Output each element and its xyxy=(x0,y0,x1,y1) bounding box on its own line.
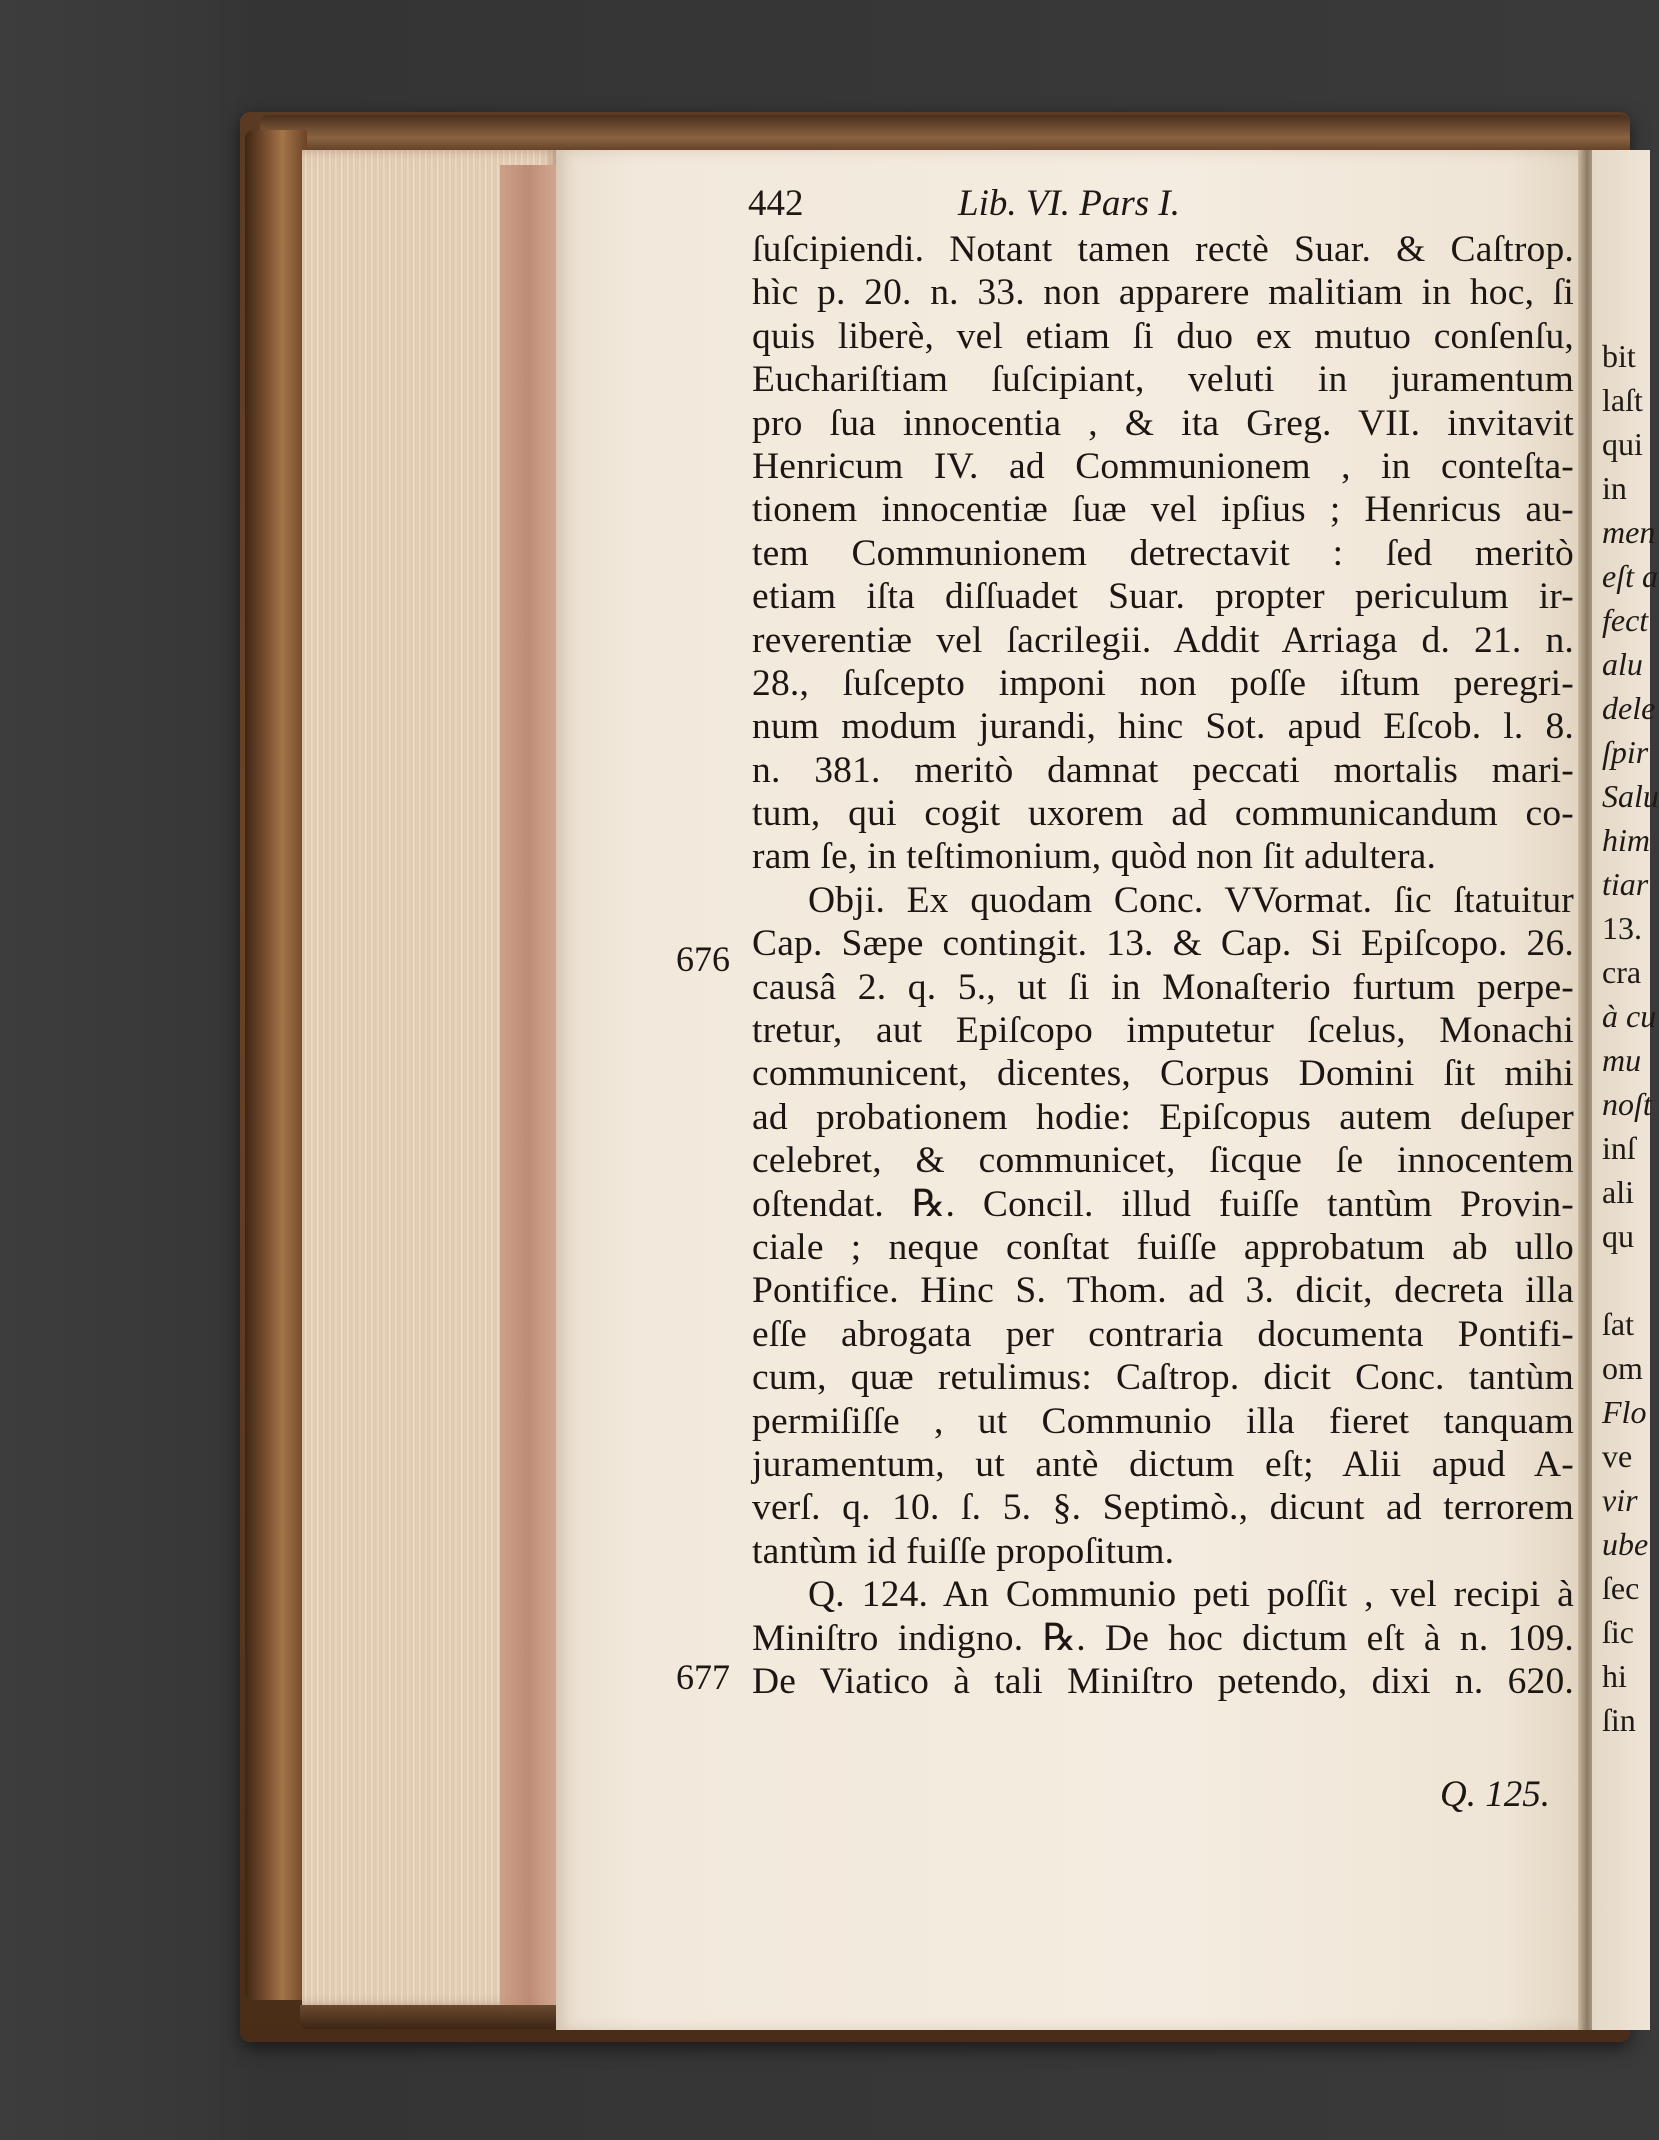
facing-fragment: men xyxy=(1602,514,1656,550)
text-line: 28., ſuſcepto imponi non poſſe iſtum peregri- xyxy=(752,662,1574,704)
text-line: communicent, dicentes, Corpus Domini ſit mihi xyxy=(752,1053,1574,1095)
text-line: ſuſcipiendi. Notant tamen rectè Suar. & Caſtrop. xyxy=(752,229,1574,270)
facing-fragment: him xyxy=(1602,822,1650,858)
facing-fragment: bit xyxy=(1602,338,1636,374)
text-line: hìc p. 20. n. 33. non apparere malitiam in hoc, ſi xyxy=(752,272,1574,314)
catchword: Q. 125. xyxy=(1440,1774,1550,1815)
text-line: tionem innocentiæ ſuæ vel ipſius ; Henricus au- xyxy=(752,489,1574,531)
facing-fragment: qu xyxy=(1602,1218,1634,1254)
text-line: Euchariſtiam ſuſcipiant, veluti in juramentum xyxy=(752,359,1574,401)
red-page-edge xyxy=(500,165,558,2005)
margin-number-676: 676 xyxy=(676,939,730,979)
text-line: eſſe abrogata per contraria documenta Pontifi- xyxy=(752,1313,1574,1355)
facing-fragment: 13. xyxy=(1602,910,1642,946)
page-number: 442 xyxy=(748,183,804,224)
facing-fragment: inſ xyxy=(1602,1130,1636,1166)
text-line: Miniſtro indigno. ℞. De hoc dictum eſt à n. 109. xyxy=(752,1617,1574,1659)
running-head: Lib. VI. Pars I. xyxy=(958,183,1180,224)
text-line: causâ 2. q. 5., ut ſi in Monaſterio furtum perpe- xyxy=(752,966,1574,1008)
text-line: num modum jurandi, hinc Sot. apud Eſcob. l. 8. xyxy=(752,706,1574,748)
text-line: tum, qui cogit uxorem ad communicandum co- xyxy=(752,793,1574,835)
text-line: Obji. Ex quodam Conc. VVormat. ſic ſtatuitur xyxy=(808,879,1574,921)
text-line: juramentum, ut antè dictum eſt; Alii apud A- xyxy=(752,1443,1574,1485)
margin-number-677: 677 xyxy=(676,1657,730,1697)
text-line: reverentiæ vel ſacrilegii. Addit Arriaga d. 21. n. xyxy=(752,619,1574,661)
facing-fragment: in xyxy=(1602,470,1627,506)
facing-fragment: om xyxy=(1602,1350,1643,1386)
facing-fragment: mu xyxy=(1602,1042,1642,1078)
text-line: etiam iſta diſſuadet Suar. propter periculum ir- xyxy=(752,576,1574,618)
facing-fragment: ſec xyxy=(1602,1570,1640,1606)
page-header xyxy=(748,182,1308,228)
facing-fragment: qui xyxy=(1602,426,1643,462)
text-line: Q. 124. An Communio peti poſſit , vel recipi à xyxy=(808,1574,1574,1616)
facing-fragment: ſat xyxy=(1602,1306,1634,1342)
facing-fragment: ſin xyxy=(1602,1702,1636,1738)
text-line: ciale ; neque conſtat fuiſſe approbatum ab ullo xyxy=(752,1226,1574,1268)
text-line: celebret, & communicet, ſicque ſe innocentem xyxy=(752,1140,1574,1182)
facing-fragment: ſpir xyxy=(1602,734,1649,770)
facing-fragment: à cu xyxy=(1602,998,1657,1034)
book-spine xyxy=(245,130,307,2000)
text-line: ad probationem hodie: Epiſcopus autem deſuper xyxy=(752,1096,1574,1138)
facing-fragment: laſt xyxy=(1602,382,1643,418)
text-line: tem Communionem detrectavit : ſed meritò xyxy=(752,532,1574,574)
text-line: tretur, aut Epiſcopo imputetur ſcelus, Monachi xyxy=(752,1010,1574,1052)
facing-fragment: ube xyxy=(1602,1526,1649,1562)
facing-fragment: fect xyxy=(1602,602,1649,638)
facing-fragment: ve xyxy=(1602,1438,1633,1474)
text-line: n. 381. meritò damnat peccati mortalis mari- xyxy=(752,749,1574,791)
facing-fragment: noſt xyxy=(1602,1086,1652,1122)
text-line: quis liberè, vel etiam ſi duo ex mutuo conſenſu, xyxy=(752,315,1574,357)
book-top-edge xyxy=(260,115,1630,153)
facing-fragment: dele xyxy=(1602,690,1656,726)
facing-page-edge xyxy=(1592,150,1659,2030)
facing-fragment: hi xyxy=(1602,1658,1627,1694)
facing-fragment: Flo xyxy=(1602,1394,1647,1430)
text-line: ram ſe, in teſtimonium, quòd non ſit adultera. xyxy=(752,836,1437,878)
text-line: verſ. q. 10. ſ. 5. §. Septimò., dicunt ad terrorem xyxy=(752,1487,1574,1529)
text-line: oſtendat. ℞. Concil. illud fuiſſe tantùm Provin- xyxy=(752,1183,1574,1225)
text-line: tantùm id fuiſſe propoſitum. xyxy=(752,1530,1175,1572)
facing-fragment: Salu xyxy=(1602,778,1659,814)
facing-fragment: vir xyxy=(1602,1482,1638,1518)
page-body xyxy=(752,228,1574,1703)
text-line: permiſiſſe , ut Communio illa fieret tanquam xyxy=(752,1400,1574,1442)
text-line: cum, quæ retulimus: Caſtrop. dicit Conc. tantùm xyxy=(752,1357,1574,1399)
text-line: Pontifice. Hinc S. Thom. ad 3. dicit, decreta illa xyxy=(752,1270,1574,1312)
text-line: Cap. Sæpe contingit. 13. & Cap. Si Epiſcopo. 26. xyxy=(752,923,1574,965)
text-line: pro ſua innocentia , & ita Greg. VII. invitavit xyxy=(752,402,1574,444)
facing-fragment: ali xyxy=(1602,1174,1634,1210)
facing-fragment: cra xyxy=(1602,954,1642,990)
text-line: De Viatico à tali Miniſtro petendo, dixi n. 620. xyxy=(752,1660,1574,1702)
facing-fragment: ſic xyxy=(1602,1614,1634,1650)
text-line: Henricum IV. ad Communionem , in conteſta- xyxy=(752,445,1574,487)
facing-fragment: tiar xyxy=(1602,866,1649,902)
facing-fragment: alu xyxy=(1602,646,1643,682)
facing-fragment: eſt a xyxy=(1602,558,1658,594)
